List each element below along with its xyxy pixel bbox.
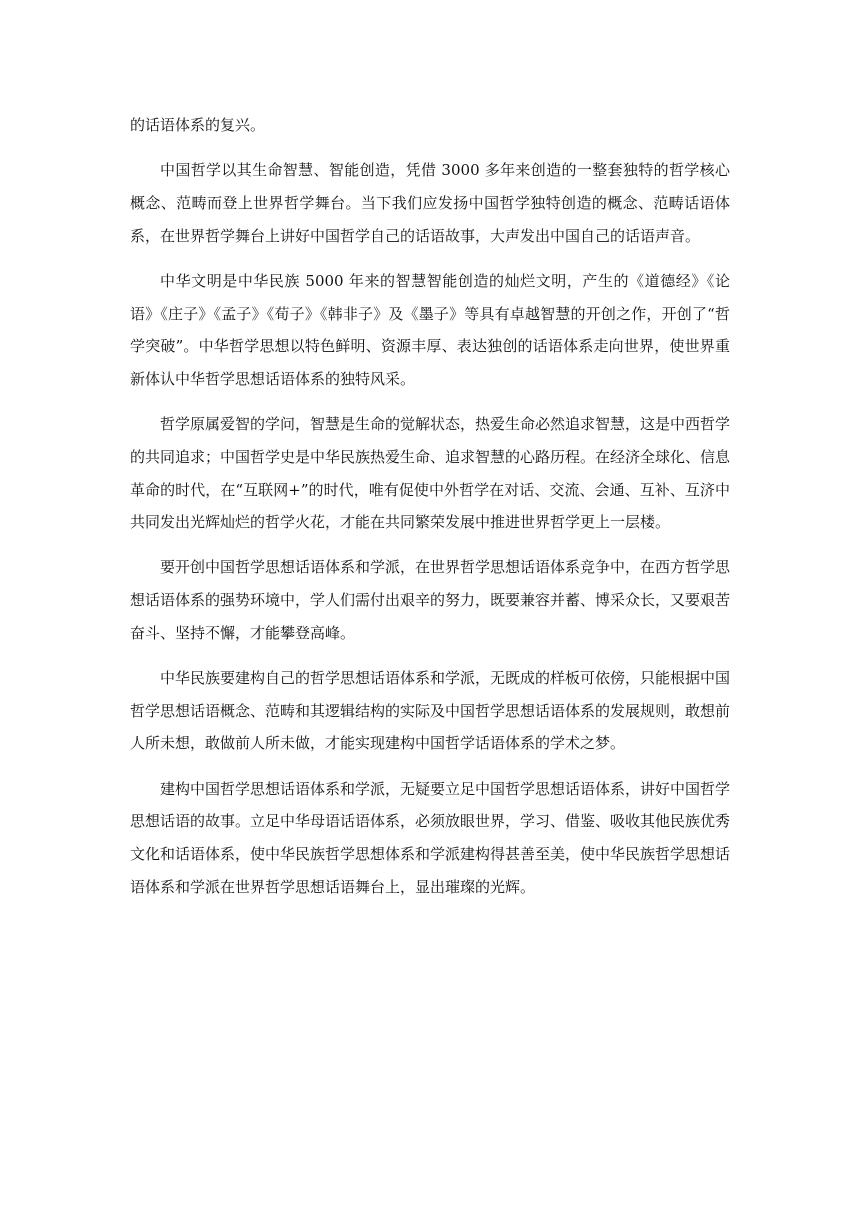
paragraph-chinese-civilization: 中华文明是中华民族 5000 年来的智慧智能创造的灿烂文明，产生的《道德经》《论语》《庄子》《孟子》《荀子》《韩非子》及《墨子》等具有卓越智慧的开创之作，开创了“哲学突破”。中华哲学思想以特色鲜明、资源丰厚、表达独创的话语体系走向世界，使世界重新体认中华哲学思想话语体系的独特风采。 bbox=[130, 271, 730, 388]
paragraph-love-of-wisdom: 哲学原属爱智的学问，智慧是生命的觉解状态，热爱生命必然追求智慧，这是中西哲学的共同追求；中国哲学史是中华民族热爱生命、追求智慧的心路历程。在经济全球化、信息革命的时代，在“互联网+”的时代，唯有促使中外哲学在对话、交流、会通、互补、互济中共同发出光辉灿烂的哲学火花，才能在共同繁荣发展中推进世界哲学更上一层楼。 bbox=[130, 415, 731, 532]
paragraph-tell-stories: 建构中国哲学思想话语体系和学派，无疑要立足中国哲学思想话语体系，讲好中国哲学思想话语的故事。立足中华母语话语体系，必须放眼世界，学习、借鉴、吸收其他民族优秀文化和话语体系，使中华民族哲学思想体系和学派建构得甚善至美，使中华民族哲学思想话语体系和学派在世界哲学思想话语舞台上，显出璀璨的光辉。 bbox=[130, 779, 731, 896]
paragraph-chinese-philosophy-stage: 中国哲学以其生命智慧、智能创造，凭借 3000 多年来创造的一整套独特的哲学核心概念、范畴而登上世界哲学舞台。当下我们应发扬中国哲学独特创造的概念、范畴话语体系，在世界哲学舞台上讲好中国哲学自己的话语故事，大声发出中国自己的话语声音。 bbox=[130, 161, 730, 245]
paragraph-construct-system: 中华民族要建构自己的哲学思想话语体系和学派，无既成的样板可依傍，只能根据中国哲学思想话语概念、范畴和其逻辑结构的实际及中国哲学思想话语体系的发展规则，敢想前人所未想，敢做前人所未做，才能实现建构中国哲学话语体系的学术之梦。 bbox=[130, 669, 731, 753]
paragraph-create-school: 要开创中国哲学思想话语体系和学派，在世界哲学思想话语体系竞争中，在西方哲学思想话语体系的强势环境中，学人们需付出艰辛的努力，既要兼容并蓄、博采众长，又要艰苦奋斗、坚持不懈，才能攀登高峰。 bbox=[130, 558, 731, 642]
paragraph-continuation: 的话语体系的复兴。 bbox=[130, 116, 266, 134]
document-body bbox=[130, 109, 730, 916]
